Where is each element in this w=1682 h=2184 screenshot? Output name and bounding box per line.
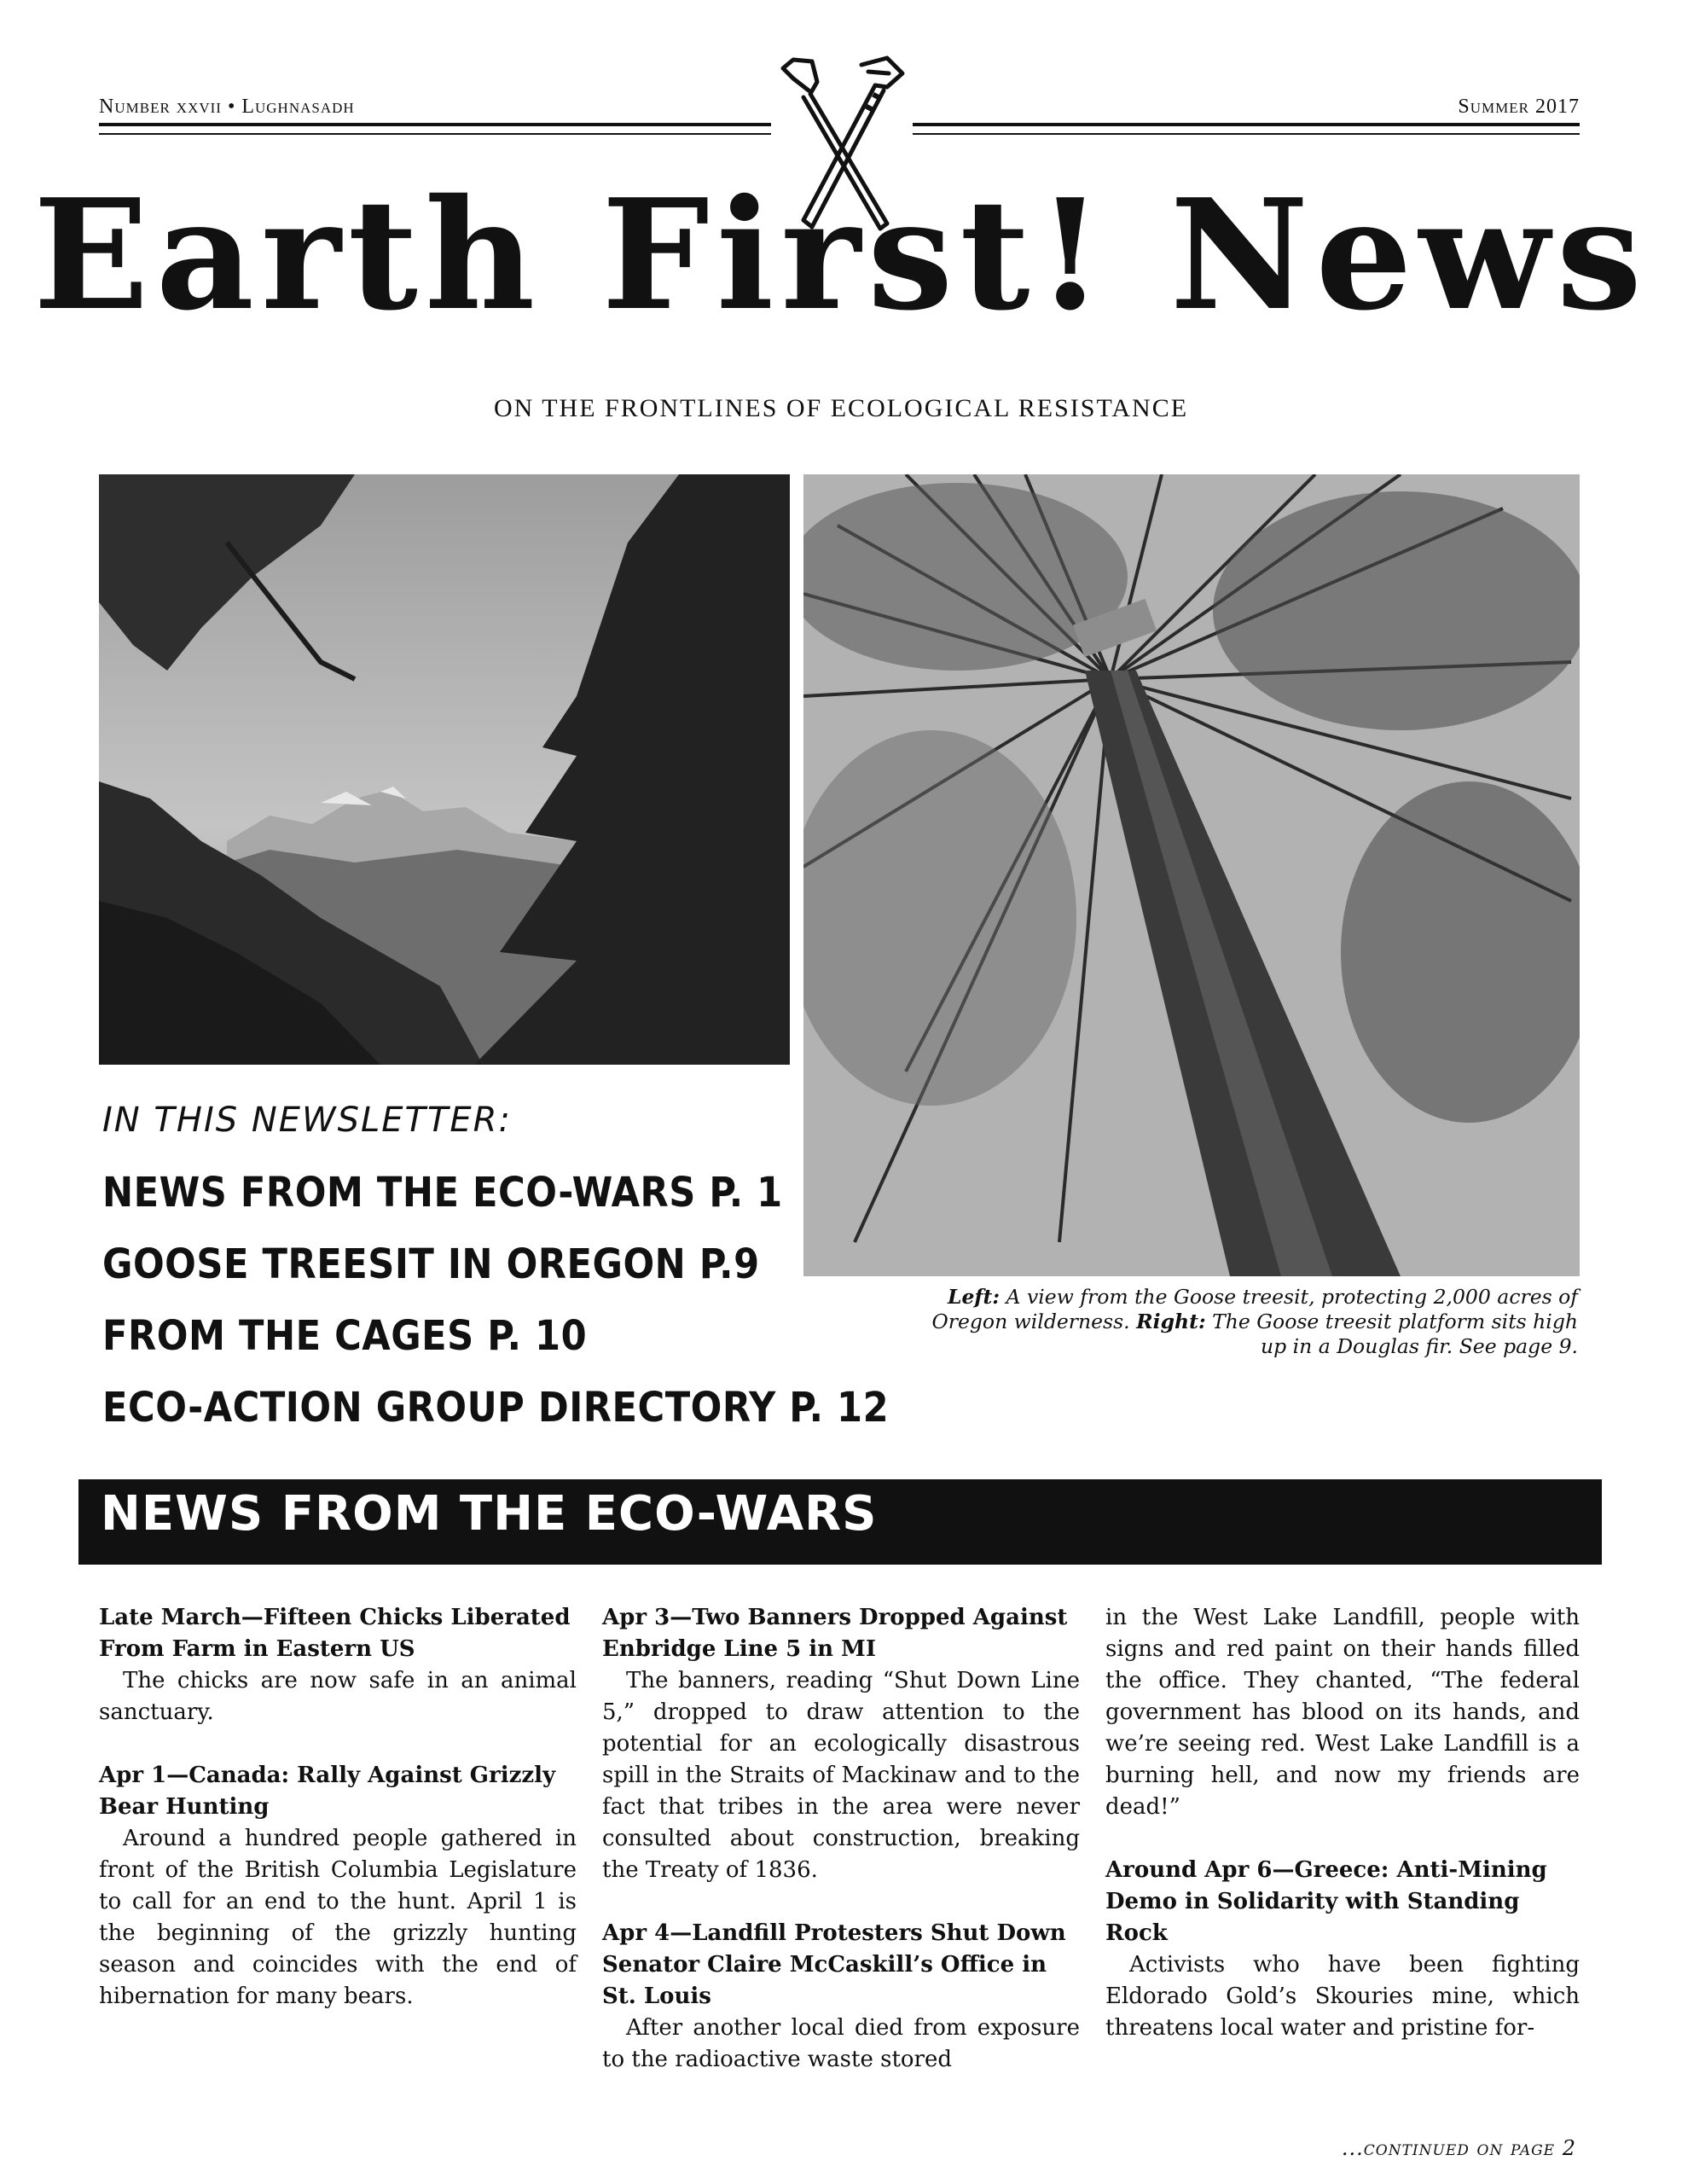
article-body: After another local died from exposure to the radioactive waste stored [602,2015,1080,2072]
toc-item[interactable]: ECO-ACTION GROUP DIRECTORY P. 12 [102,1384,890,1432]
toc-item[interactable]: NEWS FROM THE ECO-WARS P. 1 [102,1169,783,1217]
masthead-rule-left [99,123,771,126]
article-column-1 [99,1602,577,2013]
mountain-forest-view-image [99,474,790,1065]
article-body: in the West Lake Landfill, people with signs and red paint on their hands filled the office. They chanted, “The federal government has blood on its hands, and we’re seeing red. West Lake Landfill is a burning hell, and now my friends are dead!” [1105,1605,1580,1820]
masthead-rule-left-thin [99,133,771,135]
article-body: Around a hundred people gathered in front of the British Columbia Legislature to call for an end to the hunt. April 1 is the beginning of the grizzly hunting season and coincides with the end of hibernation for many bears. [99,1826,577,2009]
newsletter-tagline: ON THE FRONTLINES OF ECOLOGICAL RESISTANCE [493,394,1189,422]
masthead-rule-right-thin [913,133,1580,135]
article-headline: Apr 3—Two Banners Dropped Against Enbridge Line 5 in MI [602,1605,1068,1662]
article-headline: Apr 4—Landfill Protesters Shut Down Senator Claire McCaskill’s Office in St. Louis [602,1920,1066,2009]
caption-right-label: Right: [1136,1310,1206,1333]
article-body: Activists who have been fighting Eldorado Gold’s Skouries mine, which threatens local water and pristine for- [1105,1952,1580,2041]
issue-season: Summer 2017 [1458,96,1580,118]
photo-caption [904,1285,1578,1359]
article-body: The banners, reading “Shut Down Line 5,” dropped to draw attention to the potential for an ecologically disastrous spill in the Straits of Mackinaw and to the fact that tribes in the area were never consulted about construction, breaking the Treaty of 1836. [602,1668,1080,1883]
toc-item[interactable]: FROM THE CAGES P. 10 [102,1312,588,1360]
toc-heading: IN THIS NEWSLETTER: [102,1101,512,1140]
toc-item[interactable]: GOOSE TREESIT IN OREGON P.9 [102,1240,760,1288]
newsletter-title: Earth First! News [32,166,1650,344]
article-column-3 [1105,1602,1580,2044]
article-column-2 [602,1602,1080,2076]
caption-left-text: A view from the Goose treesit, protecting 2,000 acres of Oregon wilderness. [931,1285,1578,1333]
article-headline: Apr 1—Canada: Rally Against Grizzly Bear Hunting [99,1763,556,1820]
douglas-fir-treesit-image [803,474,1580,1276]
section-banner-title: NEWS FROM THE ECO-WARS [101,1486,878,1542]
continued-link[interactable]: ...continued on page 2 [1341,2136,1576,2160]
article-body: The chicks are now safe in an animal sanctuary. [99,1668,577,1725]
article-headline: Late March—Fifteen Chicks Liberated From Farm in Eastern US [99,1605,571,1662]
caption-left-label: Left: [947,1285,1000,1309]
issue-number: Number xxvii • Lughnasadh [99,96,355,118]
caption-right-text: The Goose treesit platform sits high up in a Douglas fir. See page 9. [1205,1310,1578,1358]
masthead-rule-right [913,123,1580,126]
article-headline: Around Apr 6—Greece: Anti-Mining Demo in Solidarity with Standing Rock [1105,1857,1547,1946]
